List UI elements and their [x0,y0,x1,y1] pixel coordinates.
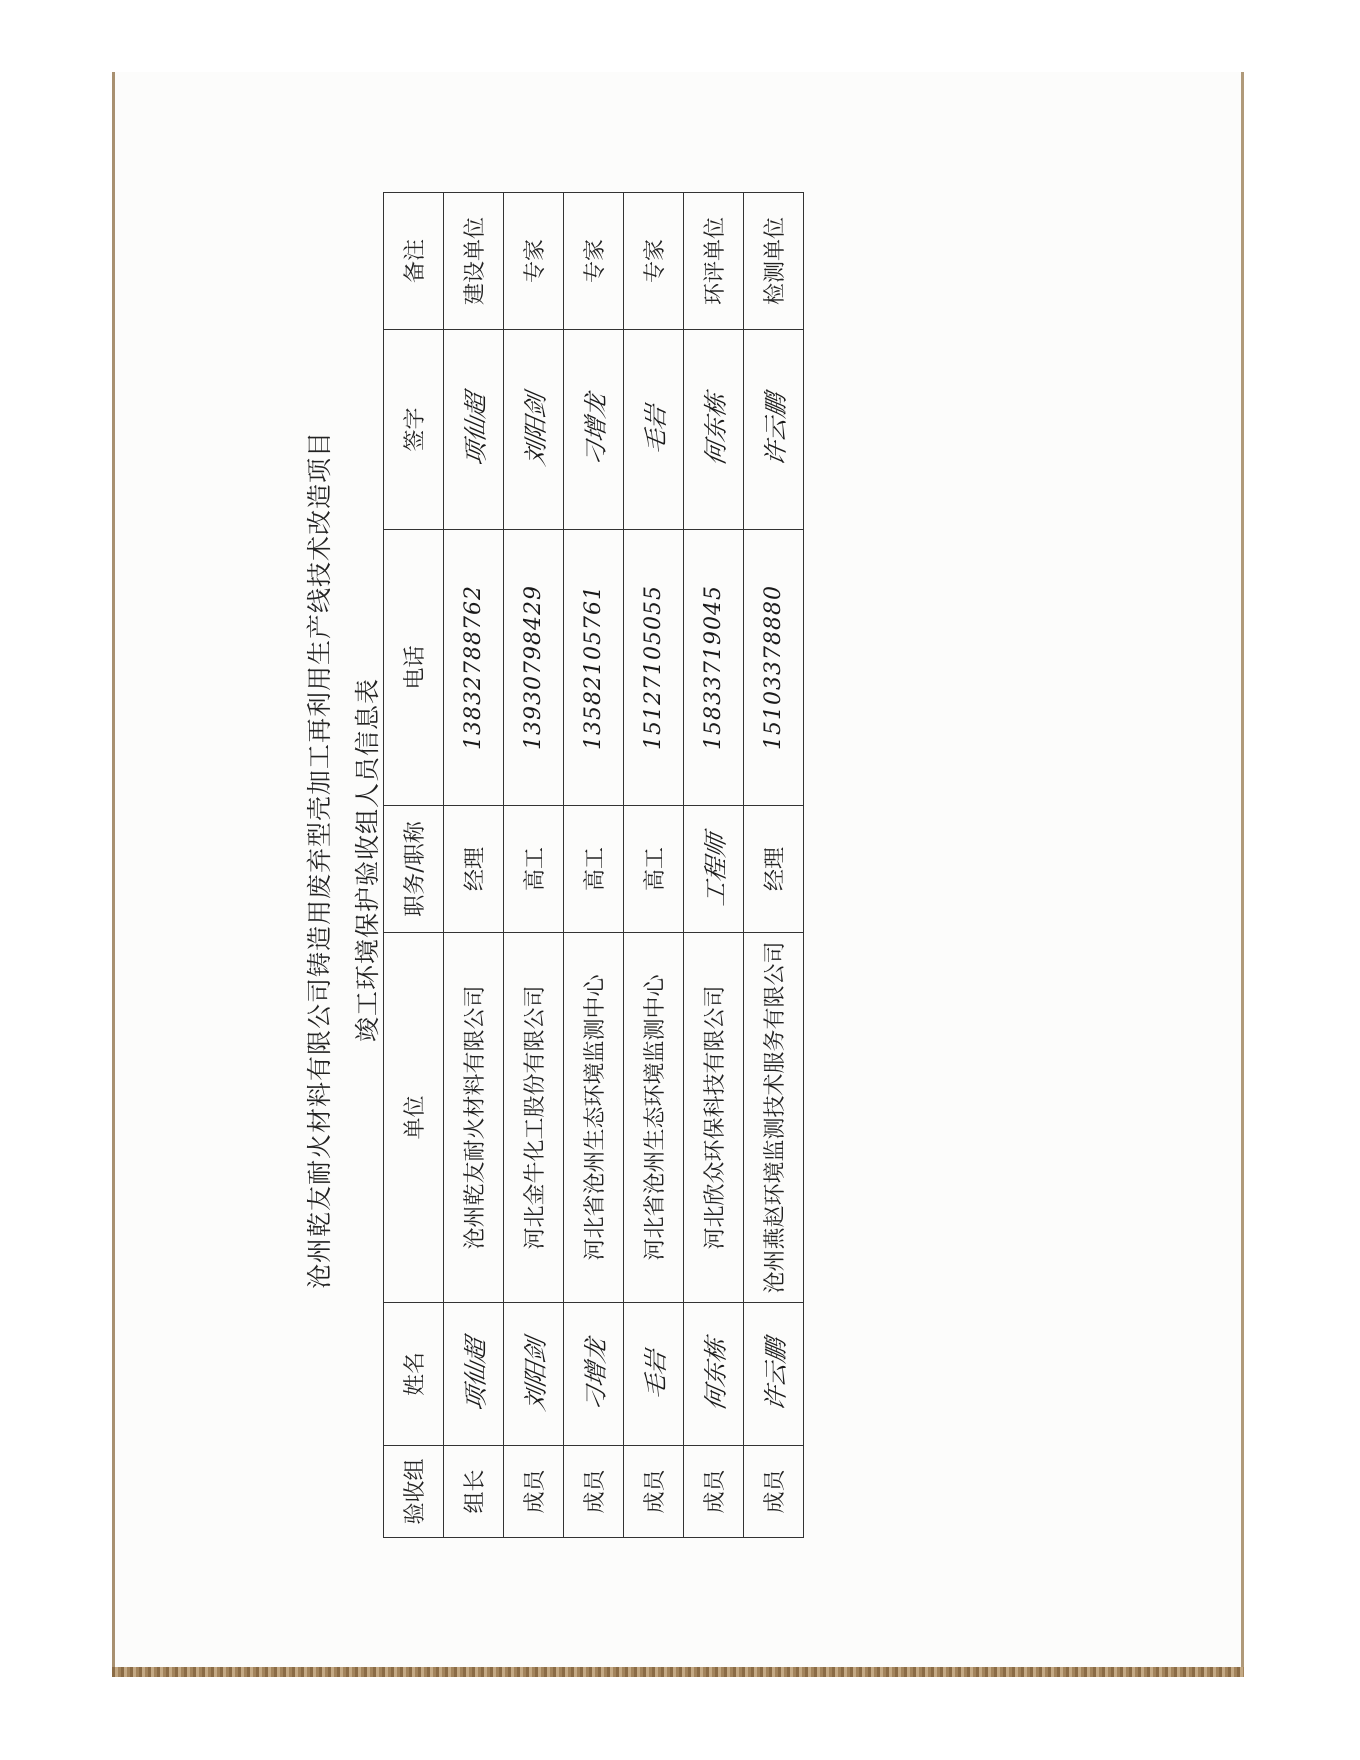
cell-position: 高工 [564,806,624,933]
handwritten-signature: 许云鹏 [762,391,790,469]
cell-name [624,1303,684,1446]
cell-position: 高工 [504,806,564,933]
cell-remark: 环评单位 [684,193,744,330]
handwritten-phone: 13582105761 [581,585,606,750]
cell-position: 高工 [624,806,684,933]
header-position: 职务/职称 [384,806,444,933]
table-row [684,193,744,1538]
header-remark: 备注 [384,193,444,330]
cell-name [744,1303,804,1446]
handwritten-signature: 何东栋 [702,391,730,469]
cell-phone [504,530,564,806]
document-title: 沧州乾友耐火材料有限公司铸造用废弃型壳加工再利用生产线技术改造项目 [305,431,334,1290]
cell-unit: 河北省沧州生态环境监测中心 [564,933,624,1303]
handwritten-phone: 15127105055 [641,585,666,750]
handwritten-name: 许云鹏 [762,1335,790,1413]
table-row [624,193,684,1538]
cell-remark: 建设单位 [444,193,504,330]
header-group: 验收组 [384,1446,444,1538]
cell-remark: 专家 [624,193,684,330]
handwritten-phone: 13832788762 [461,585,486,750]
cell-phone [684,530,744,806]
handwritten-phone: 15103378880 [761,585,786,750]
header-signature: 签字 [384,330,444,530]
cell-unit: 河北金牛化工股份有限公司 [504,933,564,1303]
table-row [744,193,804,1538]
cell-position: 经理 [444,806,504,933]
cell-phone [564,530,624,806]
header-unit: 单位 [384,933,444,1303]
cell-name [564,1303,624,1446]
handwritten-signature: 刁增龙 [582,391,610,469]
handwritten-name: 项仙超 [462,1335,490,1413]
cell-name [684,1303,744,1446]
cell-unit: 沧州乾友耐火材料有限公司 [444,933,504,1303]
cell-signature [624,330,684,530]
personnel-table [383,192,804,1538]
header-name: 姓名 [384,1303,444,1446]
cell-remark: 专家 [564,193,624,330]
cell-name [444,1303,504,1446]
table-header-row [384,193,444,1538]
table-row [564,193,624,1538]
cell-position: 经理 [744,806,804,933]
cell-signature [564,330,624,530]
cell-remark: 检测单位 [744,193,804,330]
handwritten-signature: 毛岩 [642,403,670,457]
handwritten-name: 何东栋 [702,1335,730,1413]
rotated-document-content [300,160,940,1560]
document-subtitle: 竣工环境保护验收组人员信息表 [353,678,382,1043]
handwritten-name: 毛岩 [642,1347,670,1401]
paper-edge-strip [112,1667,1244,1677]
table-row [504,193,564,1538]
cell-signature [684,330,744,530]
cell-signature [444,330,504,530]
header-phone: 电话 [384,530,444,806]
handwritten-phone: 13930798429 [521,585,546,750]
cell-group: 成员 [744,1446,804,1538]
table-row [444,193,504,1538]
cell-unit: 河北欣众环保科技有限公司 [684,933,744,1303]
handwritten-name: 刁增龙 [582,1335,610,1413]
cell-remark: 专家 [504,193,564,330]
cell-unit: 河北省沧州生态环境监测中心 [624,933,684,1303]
cell-group: 成员 [684,1446,744,1538]
cell-unit: 沧州燕赵环境监测技术服务有限公司 [744,933,804,1303]
cell-group: 组长 [444,1446,504,1538]
handwritten-signature: 刘阳剑 [522,391,550,469]
cell-group: 成员 [624,1446,684,1538]
cell-group: 成员 [504,1446,564,1538]
handwritten-position: 工程师 [702,830,730,908]
cell-name [504,1303,564,1446]
cell-group: 成员 [564,1446,624,1538]
cell-signature [744,330,804,530]
handwritten-name: 刘阳剑 [522,1335,550,1413]
cell-phone [444,530,504,806]
cell-phone [744,530,804,806]
cell-position [684,806,744,933]
cell-phone [624,530,684,806]
handwritten-signature: 项仙超 [462,391,490,469]
handwritten-phone: 15833719045 [701,585,726,750]
cell-signature [504,330,564,530]
